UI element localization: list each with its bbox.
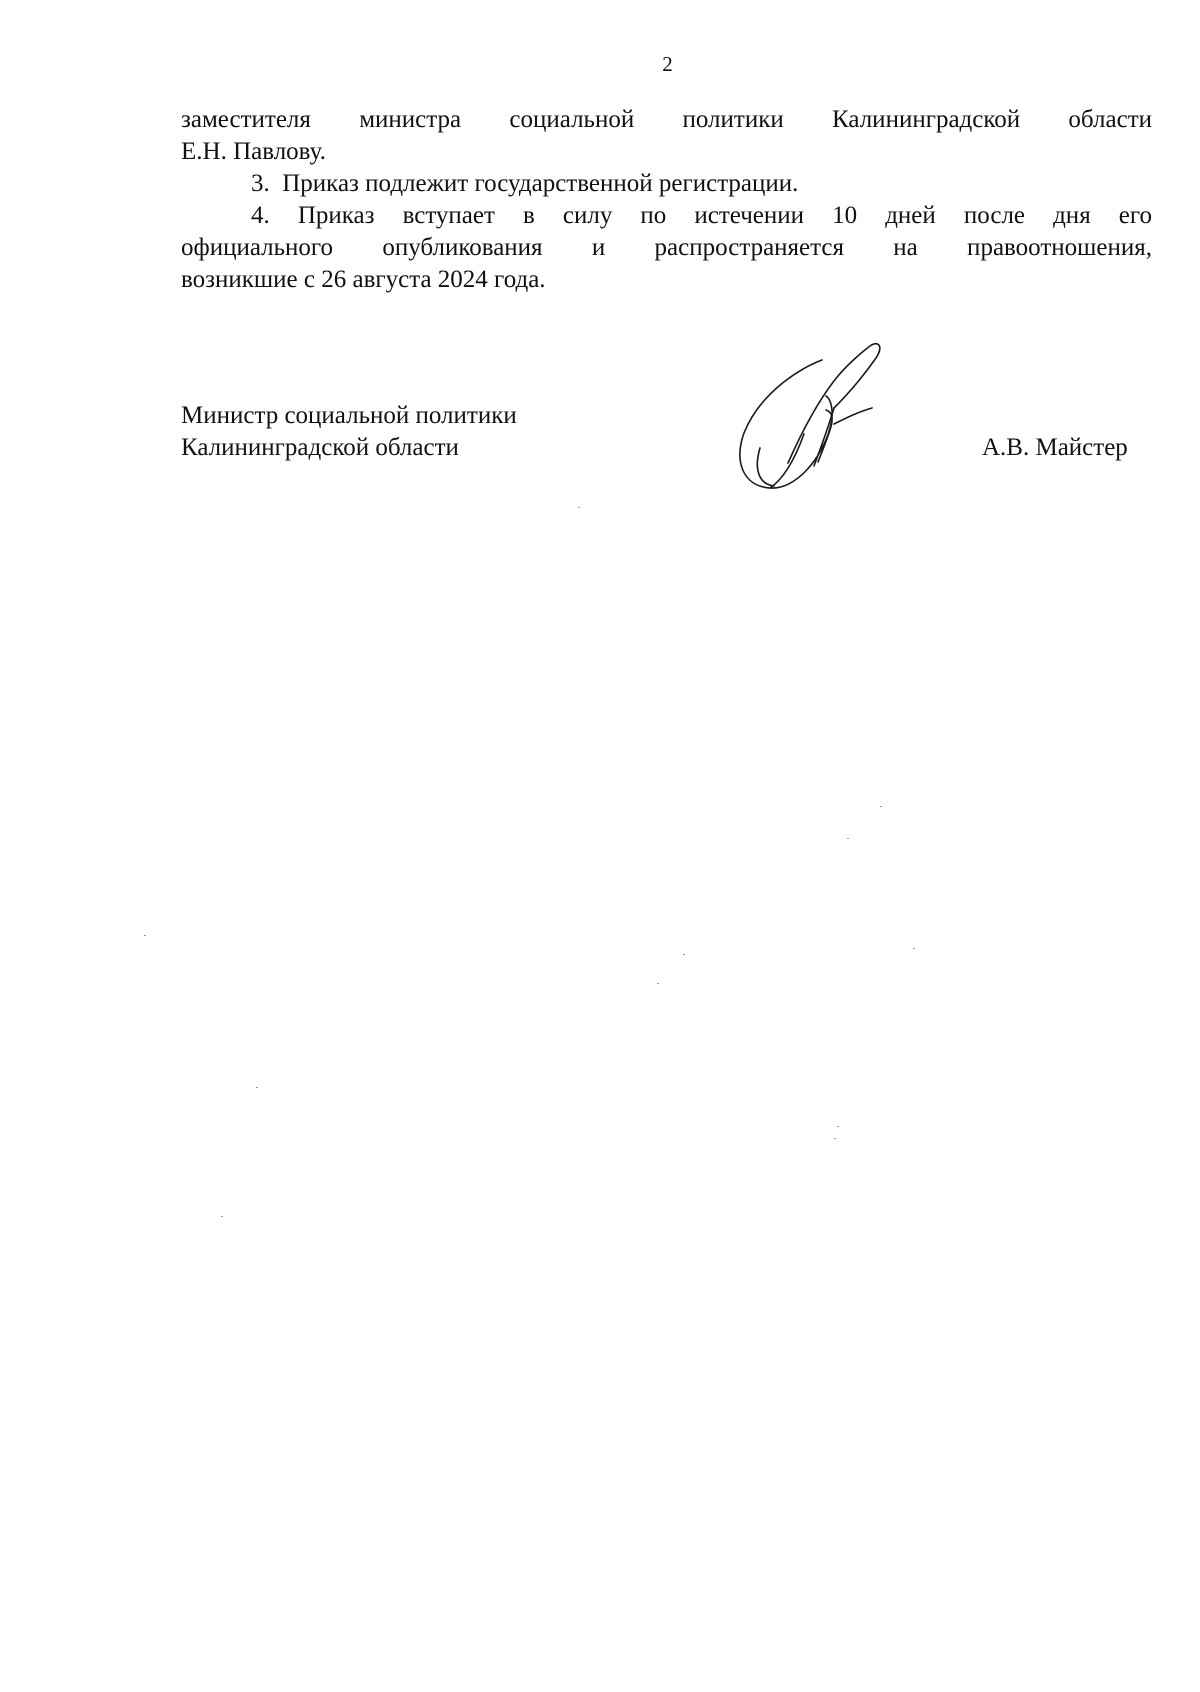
item-4-line-3: возникшие с 26 августа 2024 года.	[181, 266, 546, 293]
handwritten-signature	[730, 338, 910, 498]
item-3-number: 3.	[251, 170, 270, 197]
paragraph-continuation-line-1: заместителя министра социальной политики Калининградской области	[181, 106, 1152, 133]
signer-name: А.В. Майстер	[982, 434, 1128, 461]
item-4-line-1: 4. Приказ вступает в силу по истечении 10 дней после дня его	[251, 202, 1152, 229]
item-3	[181, 168, 1152, 200]
signer-position	[181, 400, 517, 464]
signer-position-line-1: Министр социальной политики	[181, 402, 517, 429]
page-number: 2	[662, 52, 673, 76]
scan-speck	[913, 948, 915, 949]
item-4-line-2: официального опубликования и распространяется на правоотношения,	[181, 234, 1152, 261]
scan-speck	[657, 983, 659, 984]
scan-speck	[221, 1216, 223, 1217]
scan-speck	[144, 935, 146, 936]
scan-speck	[834, 1138, 836, 1139]
scan-speck	[578, 507, 580, 508]
scan-speck	[837, 1126, 839, 1127]
item-3-text: Приказ подлежит государственной регистрации.	[282, 170, 799, 197]
signer-position-line-2: Калининградской области	[181, 434, 459, 461]
body-text	[181, 104, 1152, 296]
scan-speck	[847, 838, 849, 839]
scan-speck	[683, 954, 685, 955]
scan-speck	[256, 1087, 258, 1088]
paragraph-continuation-line-2: Е.Н. Павлову.	[181, 138, 326, 165]
scan-speck	[880, 806, 882, 807]
